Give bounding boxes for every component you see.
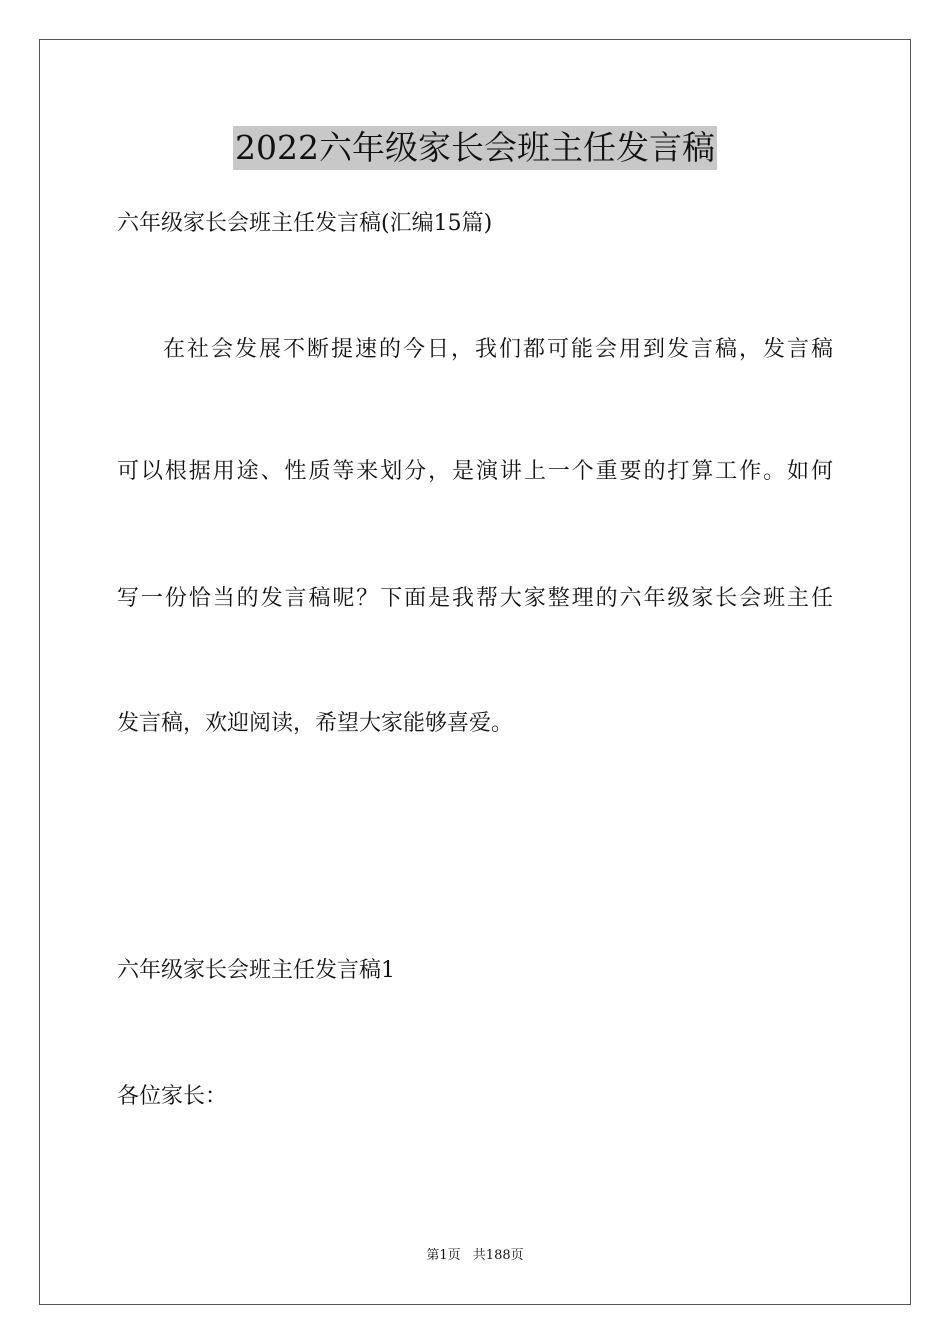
intro-paragraph-line-1: 在社会发展不断提速的今日，我们都可能会用到发言稿，发言稿 [163, 337, 833, 362]
document-title [0, 126, 950, 170]
section-heading: 六年级家长会班主任发言稿1 [117, 958, 395, 983]
intro-paragraph-line-3: 写一份恰当的发言稿呢？下面是我帮大家整理的六年级家长会班主任 [117, 586, 833, 611]
document-title-text: 2022六年级家长会班主任发言稿 [233, 126, 717, 170]
intro-paragraph-line-4: 发言稿，欢迎阅读，希望大家能够喜爱。 [117, 711, 514, 736]
page-number-total: 共188页 [472, 1248, 524, 1263]
salutation: 各位家长： [117, 1084, 228, 1109]
page-number-current: 第1页 [426, 1248, 461, 1263]
intro-paragraph-line-2: 可以根据用途、性质等来划分，是演讲上一个重要的打算工作。如何 [117, 459, 833, 484]
page-footer [0, 1247, 950, 1265]
document-subtitle: 六年级家长会班主任发言稿(汇编15篇) [117, 211, 493, 236]
